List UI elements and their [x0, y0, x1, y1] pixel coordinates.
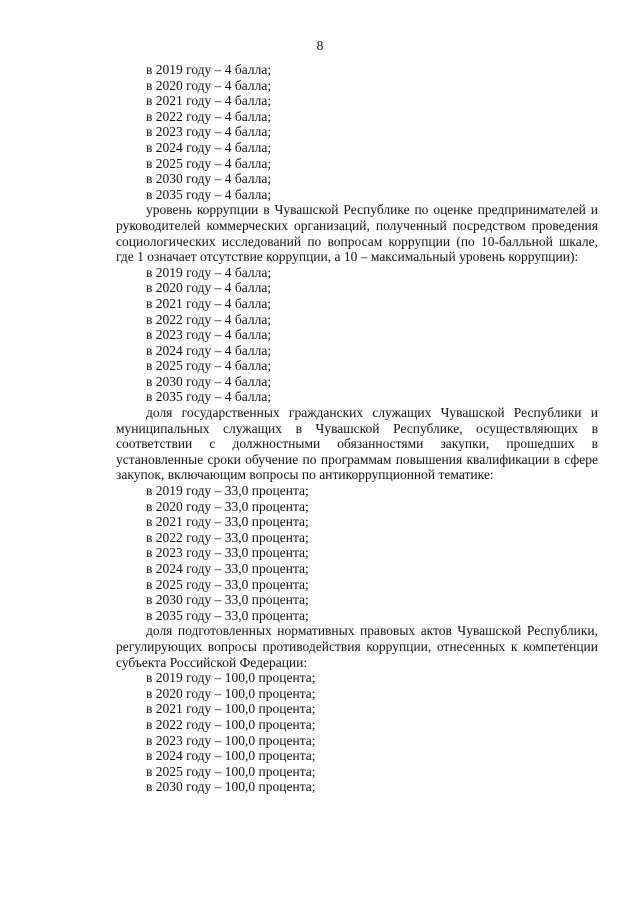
- list-item: в 2025 году – 100,0 процента;: [146, 763, 316, 779]
- paragraph: уровень коррупции в Чувашской Республике по оценке предпринимателей и руководителей коммерческих организаций, полученный посредством проведения социологических исследований по вопросам коррупции (по 10-балльной шкале, где 1 означает отсутствие коррупции, а 10 – максимальный уровень коррупции):: [116, 202, 598, 265]
- list-item: в 2022 году – 4 балла;: [146, 311, 272, 327]
- list-item: в 2030 году – 33,0 процента;: [146, 592, 309, 608]
- list-item: в 2021 году – 4 балла;: [146, 93, 272, 109]
- list-item: в 2019 году – 33,0 процента;: [146, 483, 309, 499]
- section-4: [116, 623, 598, 795]
- list-item: в 2020 году – 33,0 процента;: [146, 498, 309, 514]
- list-item: в 2020 году – 4 балла;: [146, 280, 272, 296]
- list-item: в 2021 году – 33,0 процента;: [146, 514, 309, 530]
- list-item: в 2024 году – 4 балла;: [146, 139, 272, 155]
- list-item: в 2022 году – 4 балла;: [146, 108, 272, 124]
- list-item: в 2023 году – 4 балла;: [146, 124, 272, 140]
- section-3: [116, 405, 598, 623]
- list-item: в 2035 году – 4 балла;: [146, 389, 272, 405]
- list-item: в 2023 году – 100,0 процента;: [146, 732, 316, 748]
- list-item: в 2030 году – 4 балла;: [146, 171, 272, 187]
- list-item: в 2030 году – 100,0 процента;: [146, 779, 316, 795]
- list-item: в 2019 году – 4 балла;: [146, 62, 272, 77]
- list-item: в 2035 году – 4 балла;: [146, 186, 272, 202]
- list-item: в 2022 году – 100,0 процента;: [146, 716, 316, 732]
- list-item: в 2023 году – 33,0 процента;: [146, 545, 309, 561]
- list-item: в 2019 году – 4 балла;: [146, 264, 272, 280]
- list-item: в 2024 году – 33,0 процента;: [146, 561, 309, 576]
- list-item: в 2023 году – 4 балла;: [146, 327, 272, 343]
- paragraph: доля подготовленных нормативных правовых актов Чувашской Республики, регулирующих вопросы противодействия коррупции, отнесенных к компетенции субъекта Российской Федерации:: [116, 623, 598, 670]
- list-item: в 2025 году – 4 балла;: [146, 358, 272, 374]
- list-item: в 2024 году – 4 балла;: [146, 342, 272, 358]
- list-item: в 2025 году – 4 балла;: [146, 155, 272, 171]
- list-item: в 2021 году – 4 балла;: [146, 295, 272, 311]
- page-number: 8: [316, 38, 324, 53]
- list-item: в 2020 году – 100,0 процента;: [146, 685, 316, 701]
- list-item: в 2035 году – 33,0 процента;: [146, 607, 309, 623]
- list-item: в 2019 году – 100,0 процента;: [146, 670, 316, 686]
- list-item: в 2024 году – 100,0 процента;: [146, 748, 316, 764]
- document-body: [116, 62, 598, 795]
- section-1: [116, 62, 598, 202]
- paragraph: доля государственных гражданских служащих Чувашской Республики и муниципальных служащих в Чувашской Республике, осуществляющих в соответствии с должностными обязанностями закупки, прошедших в установленные сроки обучение по программам повышения квалификации в сфере закупок, включающим вопросы по антикоррупционной тематике:: [116, 405, 598, 483]
- list-item: в 2030 году – 4 балла;: [146, 373, 272, 389]
- list-item: в 2022 году – 33,0 процента;: [146, 529, 309, 545]
- list-item: в 2020 году – 4 балла;: [146, 77, 272, 93]
- list-item: в 2021 году – 100,0 процента;: [146, 701, 316, 717]
- list-item: в 2025 году – 33,0 процента;: [146, 576, 309, 592]
- section-2: [116, 202, 598, 405]
